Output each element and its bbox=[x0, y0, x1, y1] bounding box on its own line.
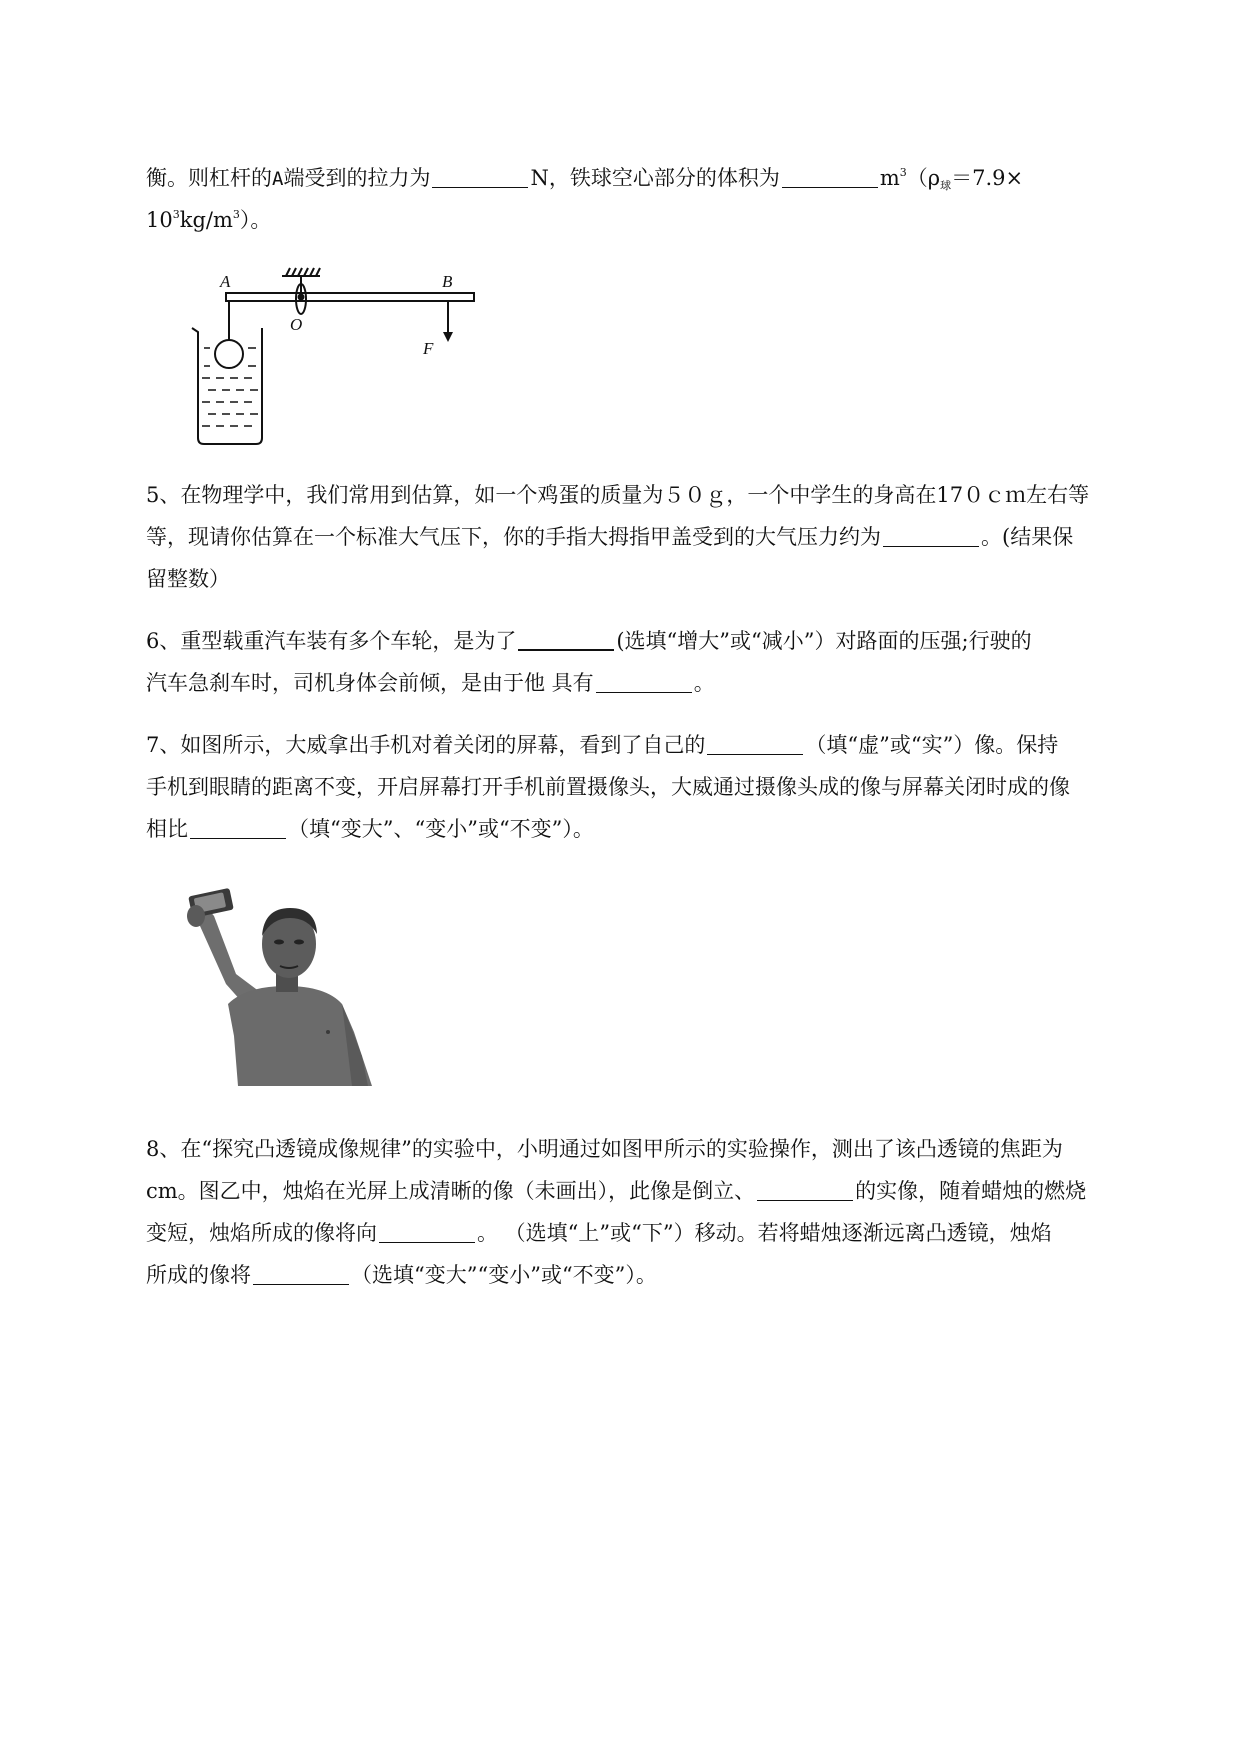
label-b: B bbox=[442, 272, 453, 291]
label-a: A bbox=[220, 272, 231, 291]
question-7: 7、如图所示，大威拿出手机对着关闭的屏幕，看到了自己的 （填“虚”或“实”）像。保持 手机到眼睛的距离不变，开启屏幕打开手机前置摄像头，大威通过摄像头成的像与屏幕关闭时成的像 相比 （填“变大”、“变小”或“不变”）。 bbox=[146, 724, 1146, 850]
q4-line1: 衡。则杠杆的A端受到的拉力为 N，铁球空心部分的体积为 $m^3(\rho_球=7.9\times$ bbox=[146, 152, 1146, 207]
answer-blank-q8-3[interactable] bbox=[253, 1260, 349, 1285]
answer-blank-q5[interactable] bbox=[883, 522, 979, 547]
answer-blank-a-force[interactable] bbox=[432, 163, 528, 188]
answer-blank-q6-1[interactable] bbox=[518, 625, 614, 651]
question-8: 8、在“探究凸透镜成像规律”的实验中，小明通过如图甲所示的实验操作，测出了该凸透镜的焦距为 cm。图乙中，烛焰在光屏上成清晰的像（未画出），此像是倒立、 的实像，随着蜡烛的燃烧 变短，烛焰所成的像将向 。 （选填“上”或“下”）移动。若将蜡烛逐渐远离凸透镜，烛焰 所成的像将 （选填“变大”“变小”或“不变”）。 bbox=[146, 1137, 1087, 1287]
force-arrow-head bbox=[443, 332, 453, 342]
q4-line2: $10^3kg/m^3$）。 bbox=[146, 208, 272, 232]
answer-blank-q7-2[interactable] bbox=[190, 814, 286, 839]
answer-blank-q6-2[interactable] bbox=[596, 668, 692, 693]
answer-blank-q7-1[interactable] bbox=[707, 730, 803, 755]
answer-blank-hollow-volume[interactable] bbox=[782, 163, 878, 188]
label-o: O bbox=[290, 315, 303, 334]
water-hatching bbox=[202, 348, 258, 426]
answer-blank-q8-1[interactable] bbox=[757, 1176, 853, 1201]
label-f: F bbox=[423, 339, 434, 358]
lever-beaker-diagram bbox=[170, 262, 480, 452]
selfie-photo bbox=[176, 886, 386, 1086]
question-6: 6、重型载重汽车装有多个车轮，是为了 (选填“增大”或“减小”）对路面的压强;行驶的 汽车急刹车时，司机身体会前倾，是由于他 具有 。 bbox=[146, 620, 1146, 704]
question-5: 5、在物理学中，我们常用到估算，如一个鸡蛋的质量为５０ｇ，一个中学生的身高在17０ｃｍ左右等 等，现请你估算在一个标准大气压下，你的手指大拇指甲盖受到的大气压力约为 。(结果保 留整数） bbox=[146, 483, 1090, 591]
fulcrum-point bbox=[298, 294, 305, 301]
answer-blank-q8-2[interactable] bbox=[379, 1218, 475, 1243]
